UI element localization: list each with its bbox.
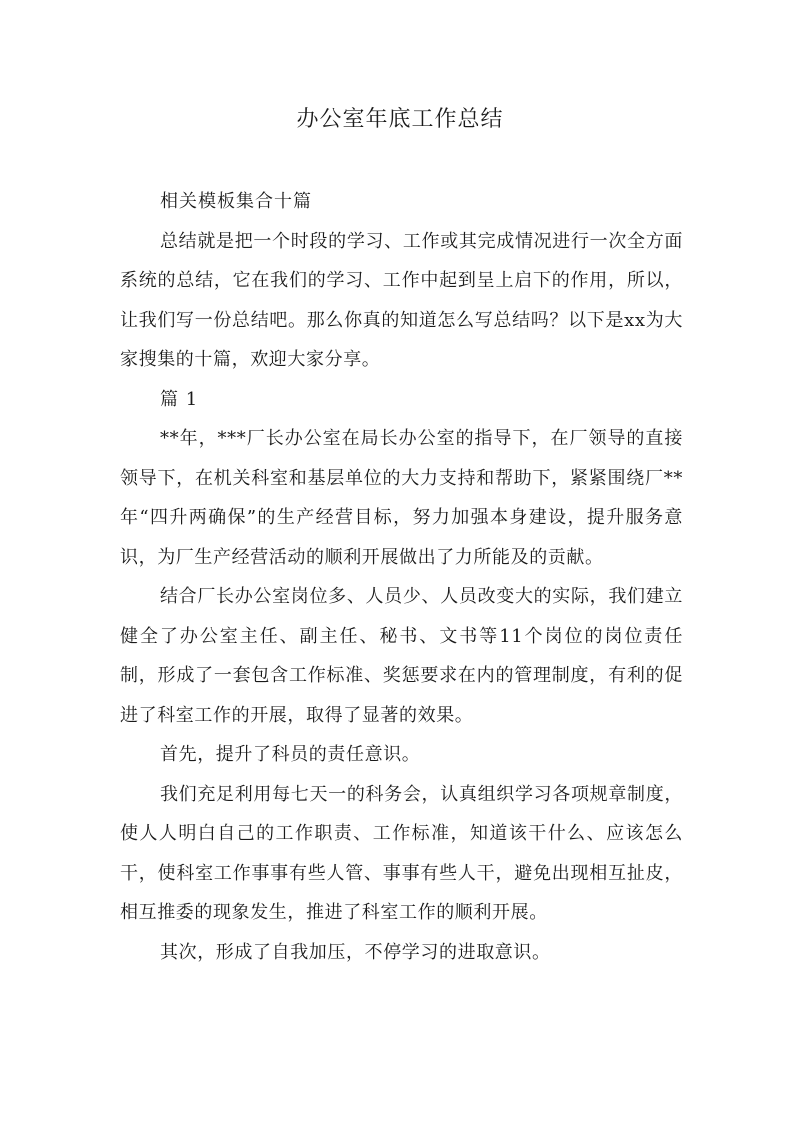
body-paragraph: 首先，提升了科员的责任意识。 — [160, 744, 421, 765]
body-paragraph: 我们充足利用每七天一的科务会，认真组织学习各项规章制度，使人人明白自己的工作职责、工作标准，知道该干什么、应该怎么干，使科室工作事事有些人管、事事有些人干，避免出现相互扯皮，相互推委的现象发生，推进了科室工作的顺利开展。 — [120, 783, 683, 923]
intro-paragraph: 总结就是把一个时段的学习、工作或其完成情况进行一次全方面系统的总结，它在我们的学习、工作中起到呈上启下的作用，所以，让我们写一份总结吧。那么你真的知道怎么写总结吗？以下是xx为大家搜集的十篇，欢迎大家分享。 — [120, 230, 683, 370]
document-body — [120, 182, 683, 972]
subtitle-paragraph: 相关模板集合十篇 — [160, 191, 312, 212]
body-paragraph: 其次，形成了自我加压，不停学习的进取意识。 — [160, 941, 551, 963]
document-title: 办公室年底工作总结 — [296, 107, 504, 132]
section-heading: 篇 1 — [160, 388, 199, 410]
body-paragraph: 结合厂长办公室岗位多、人员少、人员改变大的实际，我们建立健全了办公室主任、副主任、秘书、文书等11个岗位的岗位责任制，形成了一套包含工作标准、奖惩要求在内的管理制度，有利的促进了科室工作的开展，取得了显著的效果。 — [120, 586, 683, 726]
body-paragraph: **年，***厂长办公室在局长办公室的指导下，在厂领导的直接领导下，在机关科室和基层单位的大力支持和帮助下，紧紧围绕厂**年“四升两确保”的生产经营目标，努力加强本身建设，提升服务意识，为厂生产经营活动的顺利开展做出了力所能及的贡献。 — [120, 428, 683, 568]
